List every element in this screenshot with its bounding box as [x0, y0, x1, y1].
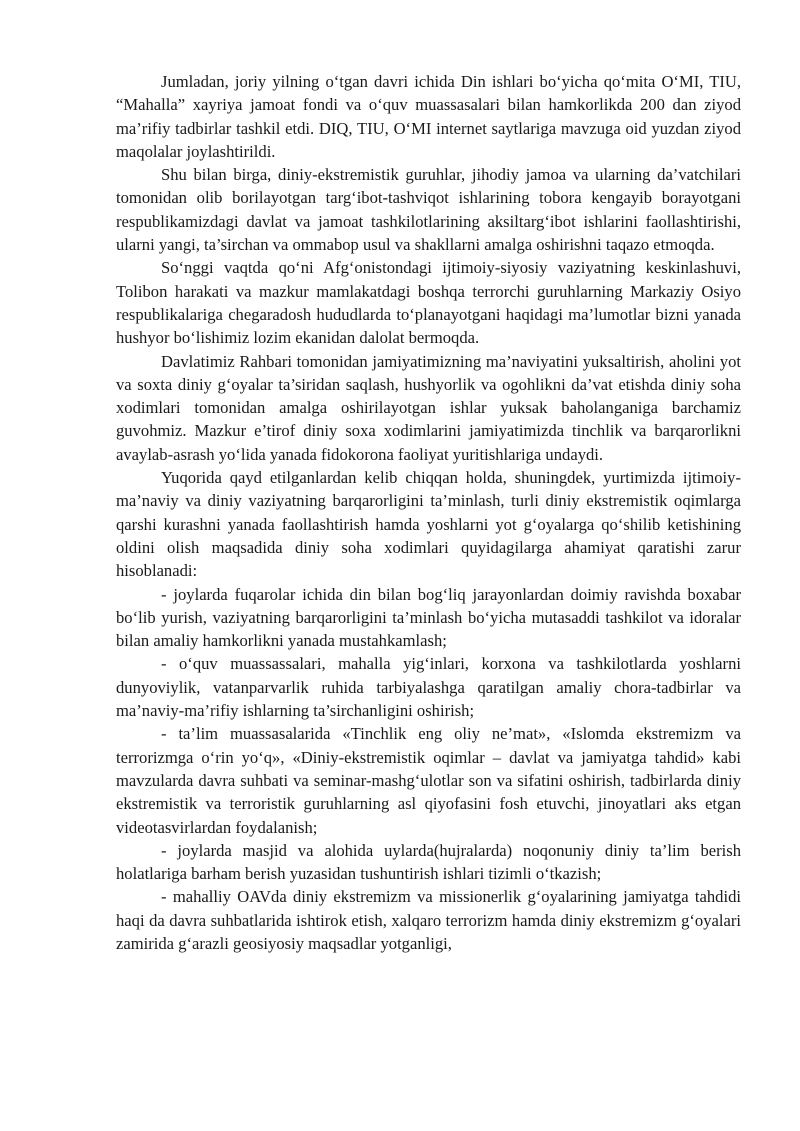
- paragraph: Jumladan, joriy yilning o‘tgan davri ichida Din ishlari bo‘yicha qo‘mita O‘MI, TIU, “Mahalla” xayriya jamoat fondi va o‘quv muassasalari bilan hamkorlikda 200 dan ziyod ma’rifiy tadbirlar tashkil etdi. DIQ, TIU, O‘MI internet saytlariga mavzuga oid yuzdan ziyod maqolalar joylashtirildi.: [116, 72, 741, 161]
- paragraph: Shu bilan birga, diniy-ekstremistik guruhlar, jihodiy jamoa va ularning da’vatchilari tomonidan olib borilayotgan targ‘ibot-tashviqot ishlarining tobora kengayib borayotgani respublikamizdagi davlat va jamoat tashkilotlarining aksiltarg‘ibot ishlarini faollashtirishi, ularni yangi, ta’sirchan va ommabop usul va shakllarni amalga oshirishni taqazo etmoqda.: [116, 165, 741, 255]
- list-item: - joylarda fuqarolar ichida din bilan bog‘liq jarayonlardan doimiy ravishda boxabar bo‘lib yurish, vaziyatning barqarorligini ta’minlash bo‘yicha mutasaddi tashkilot va idoralar bilan amaliy hamkorlikni yanada mustahkamlash;: [116, 584, 741, 651]
- list-item: - mahalliy OAVda diniy ekstremizm va missionerlik g‘oyalarining jamiyatga tahdidi haqi da davra suhbatlarida ishtirok etish, xalqaro terrorizm hamda diniy ekstremizm g‘oyalari zamirida g‘arazli geosiyosiy maqsadlar yotganligi,: [116, 887, 741, 953]
- paragraph: Davlatimiz Rahbari tomonidan jamiyatimizning ma’naviyatini yuksaltirish, aholini yot va soxta diniy g‘oyalar ta’siridan saqlash, hushyorlik va ogohlikni da’vat etishda diniy soha xodimlari tomonidan amalga oshirilayotgan ishlar yuksak baholanganiga barchamiz guvohmiz. Mazkur e’tirof diniy soxa xodimlarini jamiyatimizda tinchlik va barqarorlikni avaylab-asrash yo‘lida yanada fidokorona faoliyat yuritishlariga undaydi.: [116, 351, 741, 464]
- paragraph: Yuqorida qayd etilganlardan kelib chiqqan holda, shuningdek, yurtimizda ijtimoiy-ma’naviy va diniy vaziyatning barqarorligini ta’minlash, turli diniy ekstremistik oqimlarga qarshi kurashni yanada faollashtirish hamda yoshlarni yot g‘oyalarga qo‘shilib ketishining oldini olish maqsadida diniy soha xodimlari quyidagilarga ahamiyat qaratishi zarur hisoblanadi:: [116, 468, 741, 581]
- list-item: - ta’lim muassasalarida «Tinchlik eng oliy ne’mat», «Islomda ekstremizm va terrorizmga o‘rin yo‘q», «Diniy-ekstremistik oqimlar – davlat va jamiyatga tahdid» kabi mavzularda davra suhbati va seminar-mashg‘ulotlar son va sifatini oshirish, tadbirlarda diniy ekstremistik va terroristik guruhlarning asl qiyofasini fosh etuvchi, jinoyatlari aks etgan videotasvirlardan foydalanish;: [116, 724, 741, 837]
- paragraph: So‘nggi vaqtda qo‘ni Afg‘onistondagi ijtimoiy-siyosiy vaziyatning keskinlashuvi, Tolibon harakati va mazkur mamlakatdagi boshqa terrorchi guruhlarning Markaziy Osiyo respublikalariga chegaradosh hududlarda to‘planayotgani haqidagi ma’lumotlar bizni yanada hushyor bo‘lishimiz lozim ekanidan dalolat bermoqda.: [116, 258, 741, 348]
- document-page: [116, 70, 741, 955]
- list-item: - o‘quv muassassalari, mahalla yig‘inlari, korxona va tashkilotlarda yoshlarni dunyoviylik, vatanparvarlik ruhida tarbiyalashga qaratilgan amaliy chora-tadbirlar va ma’naviy-ma’rifiy ishlarning ta’sirchanligini oshirish;: [116, 654, 741, 721]
- list-item: - joylarda masjid va alohida uylarda(hujralarda) noqonuniy diniy ta’lim berish holatlariga barham berish yuzasidan tushuntirish ishlari tizimli o‘tkazish;: [116, 840, 741, 884]
